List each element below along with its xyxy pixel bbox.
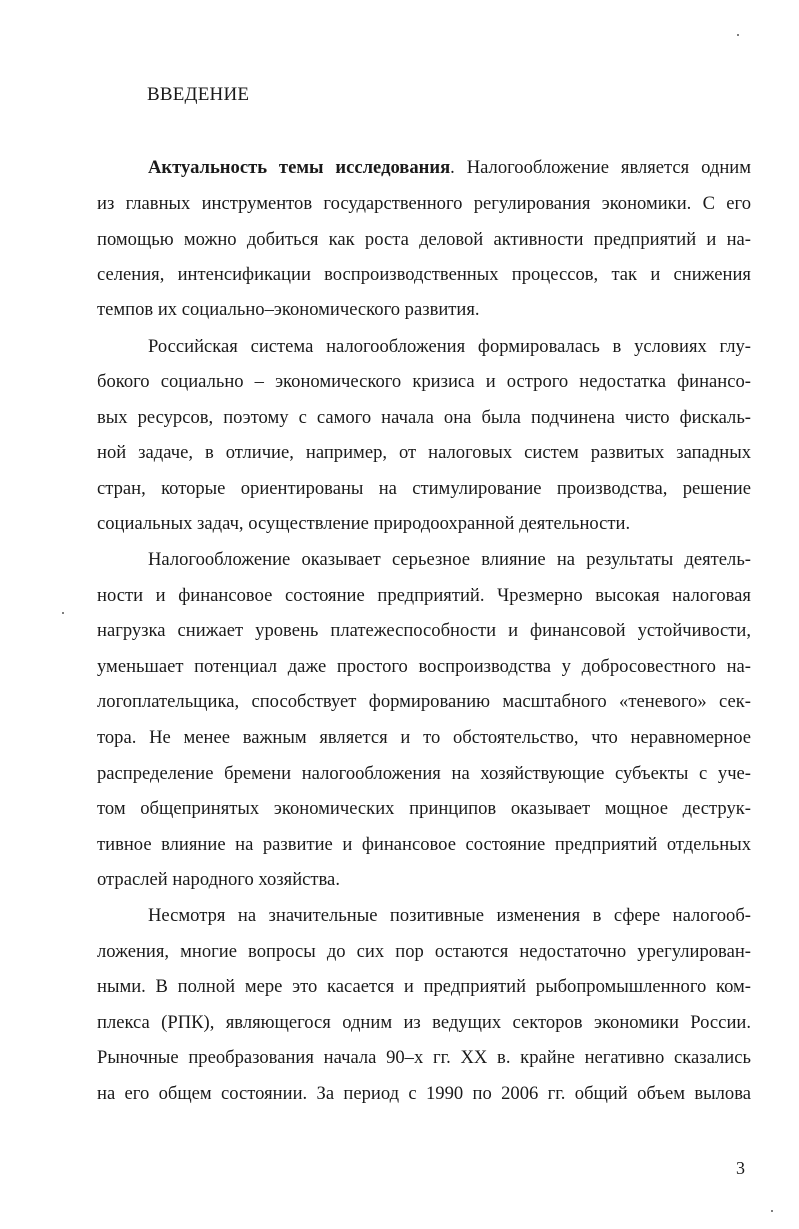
paragraph-1-line-1: Актуальность темы исследования. Налогообложение является одним xyxy=(148,157,752,178)
scan-speck xyxy=(62,612,64,614)
paragraph-4-line-5: Рыночные преобразования начала 90–х гг. XX в. крайне негативно сказались xyxy=(97,1047,751,1068)
paragraph-2-line-6: социальных задач, осуществление природоохранной деятельности. xyxy=(97,513,631,534)
paragraph-4-line-1: Несмотря на значительные позитивные изменения в сфере налогооб- xyxy=(148,905,751,926)
paragraph-1-line-4: селения, интенсификации воспроизводственных процессов, так и снижения xyxy=(97,264,751,285)
scan-speck xyxy=(771,1210,773,1212)
paragraph-3-line-7: распределение бремени налогообложения на хозяйствующие субъекты с уче- xyxy=(97,763,751,784)
paragraph-1-line-3: помощью можно добиться как роста деловой активности предприятий и на- xyxy=(97,229,751,250)
paragraph-3-line-3: нагрузка снижает уровень платежеспособности и финансовой устойчивости, xyxy=(97,620,751,641)
page-number: 3 xyxy=(736,1158,745,1178)
paragraph-4-line-6: на его общем состоянии. За период с 1990 по 2006 гг. общий объем вылова xyxy=(97,1083,751,1104)
paragraph-3-line-9: тивное влияние на развитие и финансовое состояние предприятий отдельных xyxy=(97,834,751,855)
paragraph-4-line-4: плекса (РПК), являющегося одним из ведущих секторов экономики России. xyxy=(97,1012,751,1033)
paragraph-2-line-5: стран, которые ориентированы на стимулирование производства, решение xyxy=(97,478,751,499)
paragraph-2-line-3: вых ресурсов, поэтому с самого начала она была подчинена чисто фискаль- xyxy=(97,407,751,428)
paragraph-1-line-5: темпов их социально–экономического развития. xyxy=(97,299,480,320)
paragraph-4-line-3: ными. В полной мере это касается и предприятий рыбопромышленного ком- xyxy=(97,976,751,997)
paragraph-2-line-1: Российская система налогообложения формировалась в условиях глу- xyxy=(148,336,751,357)
paragraph-3-line-8: том общепринятых экономических принципов оказывает мощное деструк- xyxy=(97,798,751,819)
paragraph-3-line-4: уменьшает потенциал даже простого воспроизводства у добросовестного на- xyxy=(97,656,751,677)
paragraph-2-line-4: ной задаче, в отличие, например, от налоговых систем развитых западных xyxy=(97,442,751,463)
paragraph-1-line-2: из главных инструментов государственного регулирования экономики. С его xyxy=(97,193,751,214)
scan-speck xyxy=(737,34,739,36)
paragraph-4-line-2: ложения, многие вопросы до сих пор остаются недостаточно урегулирован- xyxy=(97,941,751,962)
paragraph-2-line-2: бокого социально – экономического кризиса и острого недостатка финансо- xyxy=(97,371,751,392)
paragraph-3-line-6: тора. Не менее важным является и то обстоятельство, что неравномерное xyxy=(97,727,751,748)
paragraph-3-line-2: ности и финансовое состояние предприятий. Чрезмерно высокая налоговая xyxy=(97,585,751,606)
paragraph-3-line-10: отраслей народного хозяйства. xyxy=(97,869,340,890)
section-heading: ВВЕДЕНИЕ xyxy=(147,84,250,105)
topic-relevance-lead: Актуальность темы исследования xyxy=(148,157,451,178)
paragraph-3-line-5: логоплательщика, способствует формированию масштабного «теневого» сек- xyxy=(97,691,751,712)
paragraph-3-line-1: Налогообложение оказывает серьезное влияние на результаты деятель- xyxy=(148,549,751,570)
